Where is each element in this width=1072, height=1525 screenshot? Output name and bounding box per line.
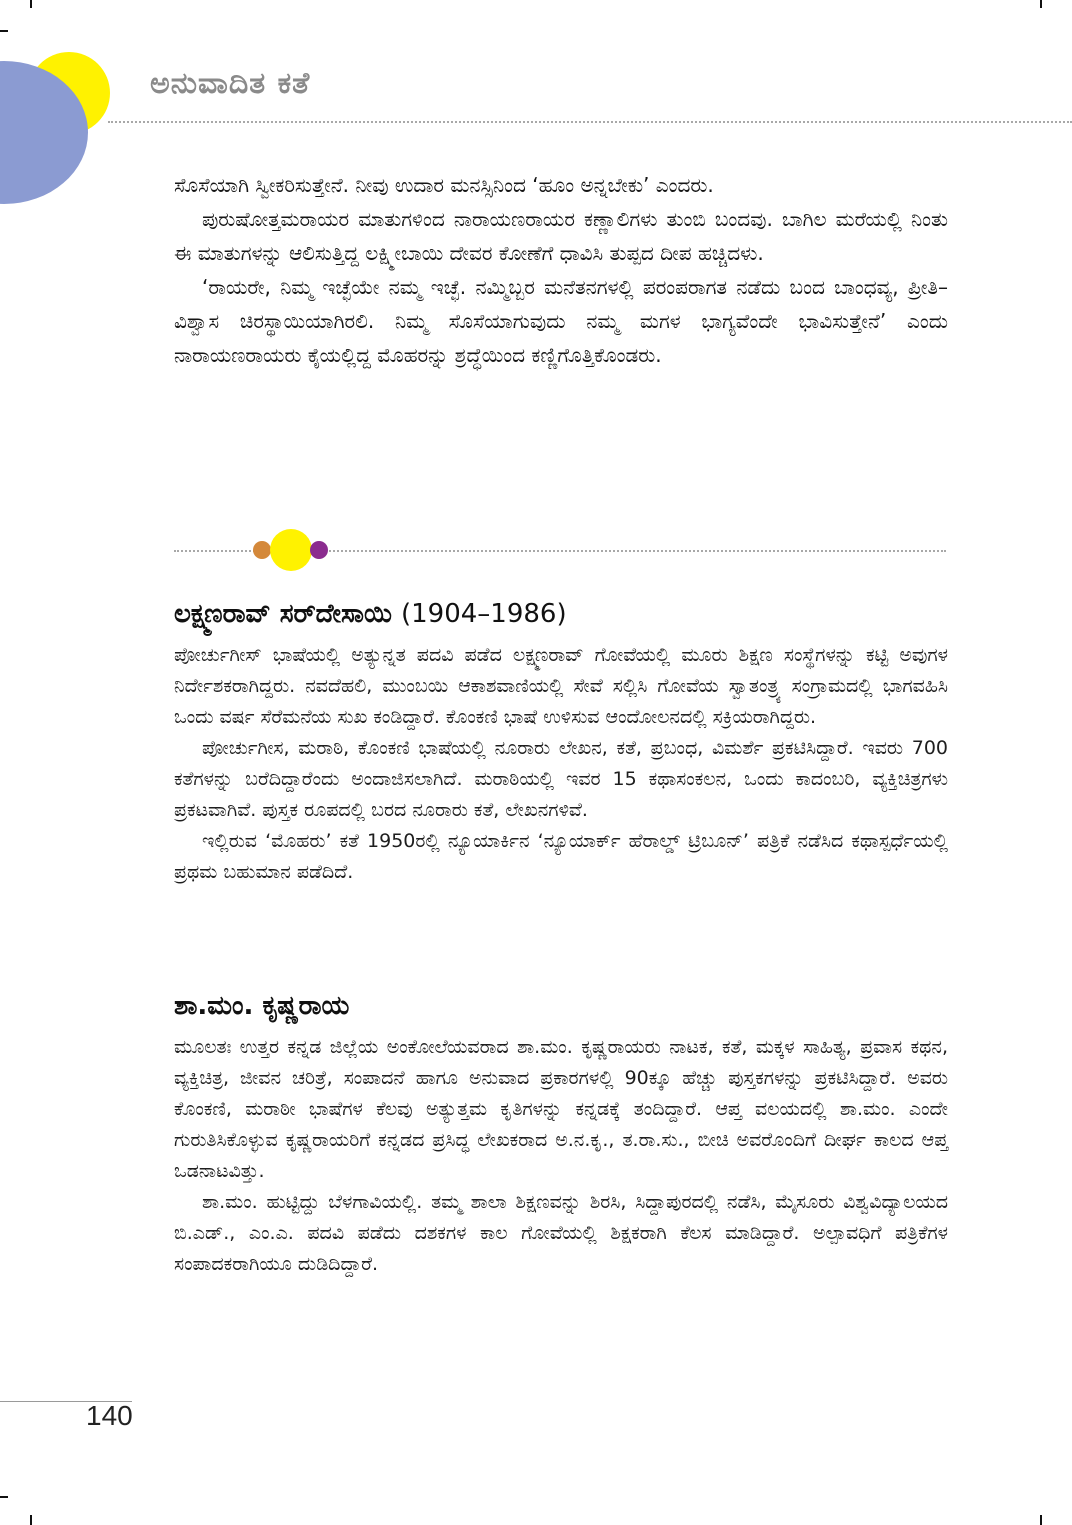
crop-mark <box>1040 0 1042 8</box>
section-title: ಅನುವಾದಿತ ಕತೆ <box>150 66 311 101</box>
author-bio-2 <box>174 986 948 1280</box>
author-name: ಲಕ್ಷ್ಮಣರಾವ್ ಸರ್‌ದೇಸಾಯಿ <box>174 599 392 629</box>
author-heading <box>174 986 948 1026</box>
story-paragraph: ‘ರಾಯರೇ, ನಿಮ್ಮ ಇಚ್ಛೆಯೇ ನಮ್ಮ ಇಚ್ಛೆ. ನಮ್ಮಿಬ್ಬರ ಮನೆತನಗಳಲ್ಲಿ ಪರಂಪರಾಗತ ನಡೆದು ಬಂದ ಬಾಂಧವ್ಯ, ಪ್ರೀತಿ–ವಿಶ್ವಾಸ ಚಿರಸ್ಥಾಯಿಯಾಗಿರಲಿ. ನಿಮ್ಮ ಸೊಸೆಯಾಗುವುದು ನಮ್ಮ ಮಗಳ ಭಾಗ್ಯವೆಂದೇ ಭಾವಿಸುತ್ತೇನೆ’ ಎಂದು ನಾರಾಯಣರಾಯರು ಕೈಯಲ್ಲಿದ್ದ ಮೊಹರನ್ನು ಶ್ರದ್ಧೆಯಿಂದ ಕಣ್ಣಿಗೊತ್ತಿಕೊಂಡರು. <box>174 275 948 367</box>
divider-purple-dot <box>310 541 328 559</box>
author-name: ಶಾ.ಮಂ. ಕೃಷ್ಣರಾಯ <box>174 991 350 1021</box>
bio-paragraph: ಪೋರ್ಚುಗೀಸ್ ಭಾಷೆಯಲ್ಲಿ ಅತ್ಯುನ್ನತ ಪದವಿ ಪಡೆದ ಲಕ್ಷ್ಮಣರಾವ್ ಗೋವೆಯಲ್ಲಿ ಮೂರು ಶಿಕ್ಷಣ ಸಂಸ್ಥೆಗಳನ್ನು ಕಟ್ಟಿ ಅವುಗಳ ನಿರ್ದೇಶಕರಾಗಿದ್ದರು. ನವದೆಹಲಿ, ಮುಂಬಯಿ ಆಕಾಶವಾಣಿಯಲ್ಲಿ ಸೇವೆ ಸಲ್ಲಿಸಿ ಗೋವೆಯ ಸ್ವಾತಂತ್ರ್ಯ ಸಂಗ್ರಾಮದಲ್ಲಿ ಭಾಗವಹಿಸಿ ಒಂದು ವರ್ಷ ಸೆರೆಮನೆಯ ಸುಖ ಕಂಡಿದ್ದಾರೆ. ಕೊಂಕಣಿ ಭಾಷೆ ಉಳಿಸುವ ಆಂದೋಲನದಲ್ಲಿ ಸಕ್ರಿಯರಾಗಿದ್ದರು. <box>174 644 948 728</box>
bio-paragraph: ಪೋರ್ಚುಗೀಸ, ಮರಾಠಿ, ಕೊಂಕಣಿ ಭಾಷೆಯಲ್ಲಿ ನೂರಾರು ಲೇಖನ, ಕತೆ, ಪ್ರಬಂಧ, ವಿಮರ್ಶೆ ಪ್ರಕಟಿಸಿದ್ದಾರೆ. ಇವರು 700 ಕತೆಗಳನ್ನು ಬರೆದಿದ್ದಾರೆಂದು ಅಂದಾಜಿಸಲಾಗಿದೆ. ಮರಾಠಿಯಲ್ಲಿ ಇವರ 15 ಕಥಾಸಂಕಲನ, ಒಂದು ಕಾದಂಬರಿ, ವ್ಯಕ್ತಿಚಿತ್ರಗಳು ಪ್ರಕಟವಾಗಿವೆ. ಪುಸ್ತಕ ರೂಪದಲ್ಲಿ ಬರದ ನೂರಾರು ಕತೆ, ಲೇಖನಗಳಿವೆ. <box>174 737 948 821</box>
divider-yellow-dot <box>270 529 312 571</box>
crop-mark <box>0 1496 8 1498</box>
crop-mark <box>0 30 8 32</box>
crop-mark <box>30 0 32 8</box>
page-number: 140 <box>86 1400 133 1431</box>
bio-paragraph: ಮೂಲತಃ ಉತ್ತರ ಕನ್ನಡ ಜಿಲ್ಲೆಯ ಅಂಕೋಲೆಯವರಾದ ಶಾ.ಮಂ. ಕೃಷ್ಣರಾಯರು ನಾಟಕ, ಕತೆ, ಮಕ್ಕಳ ಸಾಹಿತ್ಯ, ಪ್ರವಾಸ ಕಥನ, ವ್ಯಕ್ತಿಚಿತ್ರ, ಜೀವನ ಚರಿತ್ರೆ, ಸಂಪಾದನೆ ಹಾಗೂ ಅನುವಾದ ಪ್ರಕಾರಗಳಲ್ಲಿ 90ಕ್ಕೂ ಹೆಚ್ಚು ಪುಸ್ತಕಗಳನ್ನು ಪ್ರಕಟಿಸಿದ್ದಾರೆ. ಅವರು ಕೊಂಕಣಿ, ಮರಾಠೀ ಭಾಷೆಗಳ ಕೆಲವು ಅತ್ಯುತ್ತಮ ಕೃತಿಗಳನ್ನು ಕನ್ನಡಕ್ಕೆ ತಂದಿದ್ದಾರೆ. ಆಪ್ತ ವಲಯದಲ್ಲಿ ಶಾ.ಮಂ. ಎಂದೇ ಗುರುತಿಸಿಕೊಳ್ಳುವ ಕೃಷ್ಣರಾಯರಿಗೆ ಕನ್ನಡದ ಪ್ರಸಿದ್ಧ ಲೇಖಕರಾದ ಅ.ನ.ಕೃ., ತ.ರಾ.ಸು., ಬೀಚಿ ಅವರೊಂದಿಗೆ ದೀರ್ಘ ಕಾಲದ ಆಪ್ತ ಒಡನಾಟವಿತ್ತು. <box>174 1036 948 1182</box>
crop-mark <box>30 1515 32 1525</box>
bio-paragraph: ಇಲ್ಲಿರುವ ‘ಮೊಹರು’ ಕತೆ 1950ರಲ್ಲಿ ನ್ಯೂಯಾರ್ಕಿನ ‘ನ್ಯೂಯಾರ್ಕ್ ಹೆರಾಲ್ಡ್ ಟ್ರಿಬೂನ್’ ಪತ್ರಿಕೆ ನಡೆಸಿದ ಕಥಾಸ್ಪರ್ಧೆಯಲ್ಲಿ ಪ್ರಥಮ ಬಹುಮಾನ ಪಡೆದಿದೆ. <box>174 830 948 883</box>
story-paragraph: ಸೊಸೆಯಾಗಿ ಸ್ವೀಕರಿಸುತ್ತೇನೆ. ನೀವು ಉದಾರ ಮನಸ್ಸಿನಿಂದ ‘ಹೂಂ ಅನ್ನಬೇಕು’ ಎಂದರು. <box>174 173 714 197</box>
story-text <box>174 168 948 372</box>
divider-orange-dot <box>253 541 271 559</box>
story-paragraph: ಪುರುಷೋತ್ತಮರಾಯರ ಮಾತುಗಳಿಂದ ನಾರಾಯಣರಾಯರ ಕಣ್ಣಾಲಿಗಳು ತುಂಬಿ ಬಂದವು. ಬಾಗಿಲ ಮರೆಯಲ್ಲಿ ನಿಂತು ಈ ಮಾತುಗಳನ್ನು ಆಲಿಸುತ್ತಿದ್ದ ಲಕ್ಷ್ಮೀಬಾಯಿ ದೇವರ ಕೋಣೆಗೆ ಧಾವಿಸಿ ತುಪ್ಪದ ದೀಪ ಹಚ್ಚಿದಳು. <box>174 207 948 265</box>
header-dotted-rule <box>108 121 1072 123</box>
bio-paragraph: ಶಾ.ಮಂ. ಹುಟ್ಟಿದ್ದು ಬೆಳಗಾವಿಯಲ್ಲಿ. ತಮ್ಮ ಶಾಲಾ ಶಿಕ್ಷಣವನ್ನು ಶಿರಸಿ, ಸಿದ್ದಾಪುರದಲ್ಲಿ ನಡೆಸಿ, ಮೈಸೂರು ವಿಶ್ವವಿದ್ಯಾಲಯದ ಬಿ.ಎಡ್., ಎಂ.ಎ. ಪದವಿ ಪಡೆದು ದಶಕಗಳ ಕಾಲ ಗೋವೆಯಲ್ಲಿ ಶಿಕ್ಷಕರಾಗಿ ಕೆಲಸ ಮಾಡಿದ್ದಾರೆ. ಅಲ್ಪಾವಧಿಗೆ ಪತ್ರಿಕೆಗಳ ಸಂಪಾದಕರಾಗಿಯೂ ದುಡಿದಿದ್ದಾರೆ. <box>174 1191 948 1275</box>
author-bio-1 <box>174 594 948 888</box>
author-years: (1904–1986) <box>400 599 567 629</box>
author-heading <box>174 594 948 634</box>
crop-mark <box>1040 1515 1042 1525</box>
